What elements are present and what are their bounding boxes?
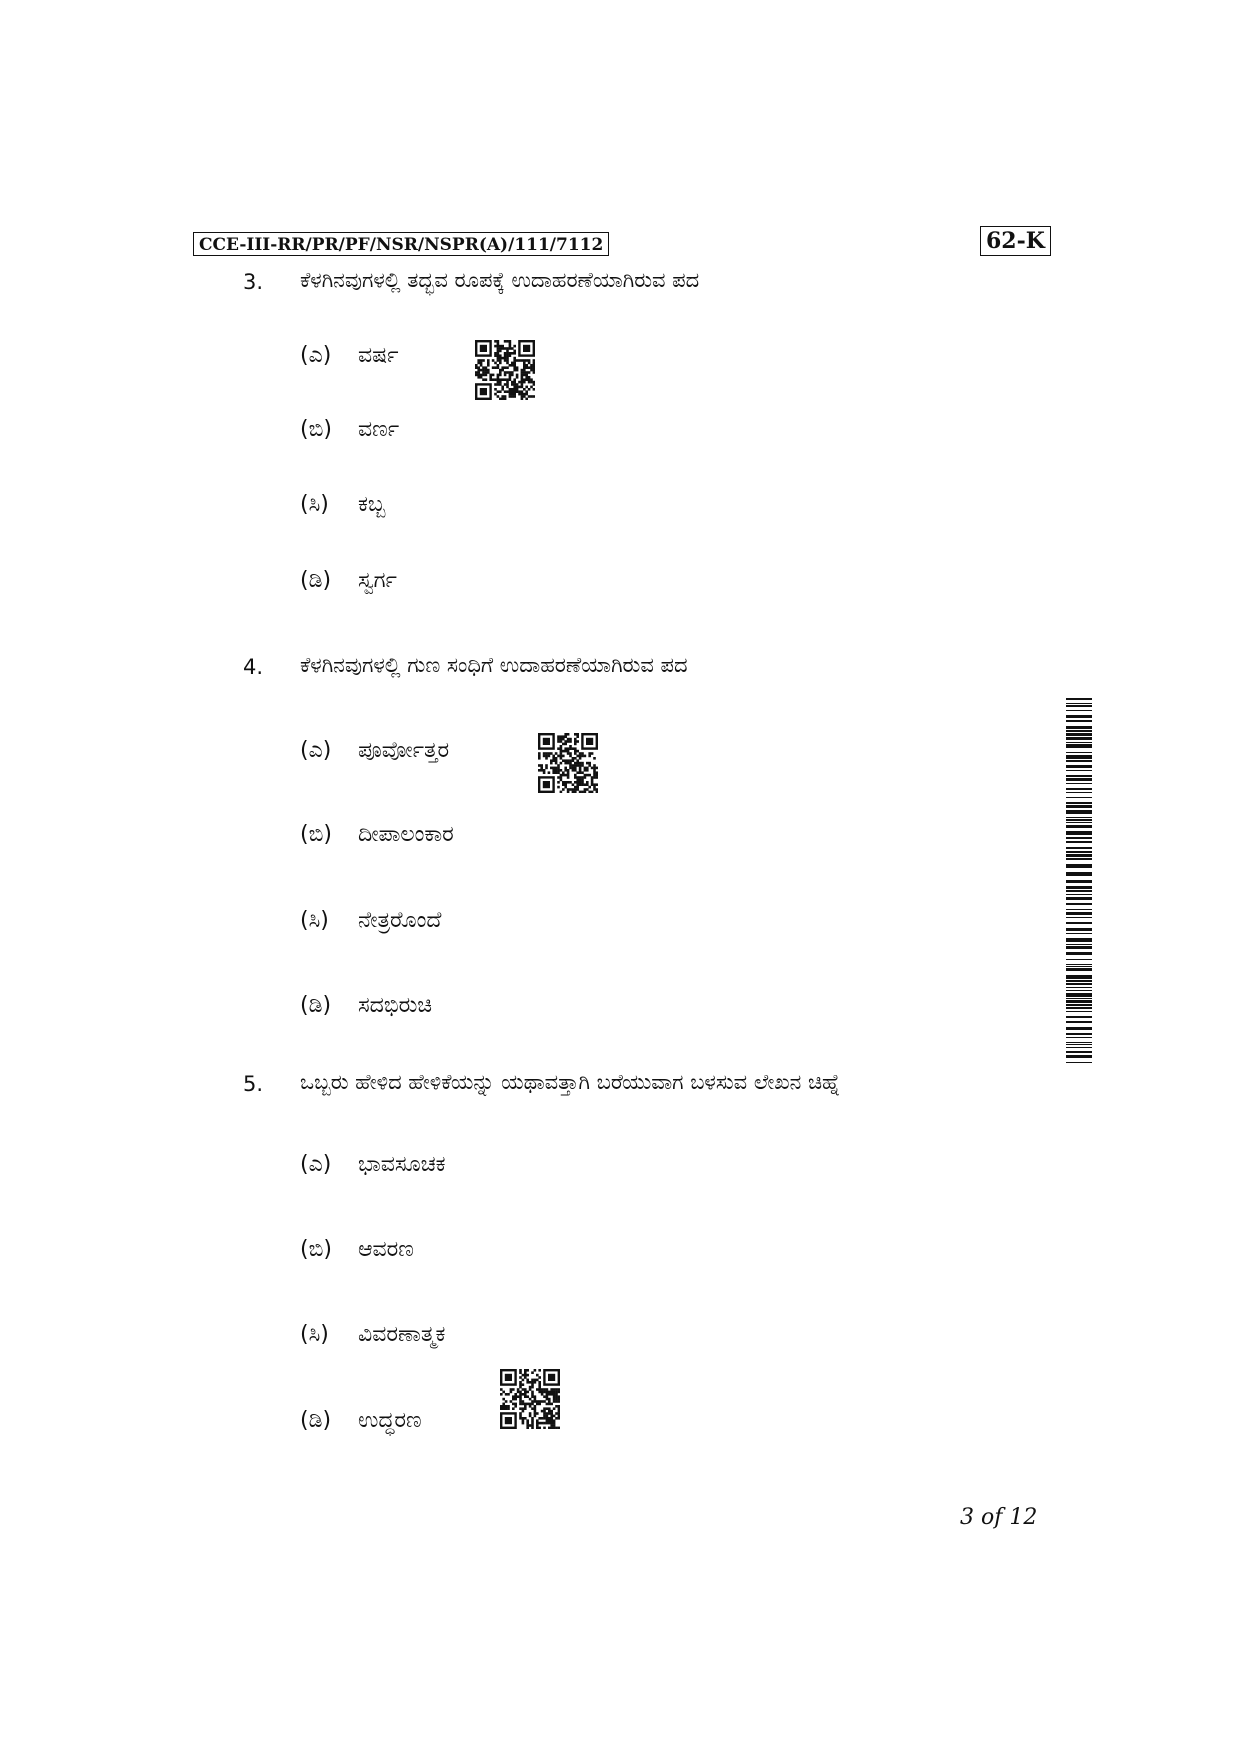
option-text: ಸದಭಿರುಚಿ: [358, 993, 433, 1018]
option-c: [300, 490, 385, 520]
option-text: ವಿವರಣಾತ್ಮಕ: [358, 1322, 446, 1347]
option-label: (ಬಿ): [300, 417, 332, 442]
qr-code-icon: [500, 1369, 560, 1429]
question-text: ಕೆಳಗಿನವುಗಳಲ್ಲಿ ತದ್ಭವ ರೂಪಕ್ಕೆ ಉದಾಹರಣೆಯಾಗಿರುವ ಪದ: [300, 268, 700, 292]
option-text: ನೇತ್ರರೊಂದೆ: [358, 908, 442, 933]
barcode-icon: [1066, 698, 1092, 1063]
option-text: ವರ್ಷ: [358, 343, 399, 368]
option-a: [300, 341, 398, 371]
option-text: ಆವರಣ: [358, 1237, 414, 1262]
option-text: ಭಾವಸೂಚಕ: [358, 1152, 446, 1177]
option-a: [300, 736, 449, 766]
option-b: [300, 415, 399, 445]
question-text: ಒಬ್ಬರು ಹೇಳಿದ ಹೇಳಿಕೆಯನ್ನು ಯಥಾವತ್ತಾಗಿ ಬರೆಯುವಾಗ ಬಳಸುವ ಲೇಖನ ಚಿಹ್ನೆ: [300, 1070, 841, 1094]
option-text: ವರ್ಣ: [358, 417, 400, 442]
option-d: [300, 1406, 422, 1436]
option-text: ದೀಪಾಲಂಕಾರ: [358, 822, 454, 847]
option-text: ಉದ್ಧರಣ: [358, 1408, 422, 1433]
option-label: (ಎ): [300, 738, 332, 763]
option-a: [300, 1150, 446, 1180]
question-text: ಕೆಳಗಿನವುಗಳಲ್ಲಿ ಗುಣ ಸಂಧಿಗೆ ಉದಾಹರಣೆಯಾಗಿರುವ ಪದ: [300, 653, 688, 677]
option-label: (ಡಿ): [300, 1408, 332, 1433]
option-text: ಸ್ವರ್ಗ: [358, 568, 397, 593]
option-label: (ಎ): [300, 343, 332, 368]
option-label: (ಡಿ): [300, 993, 332, 1018]
option-label: (ಸಿ): [300, 1322, 329, 1347]
option-c: [300, 1320, 445, 1350]
qr-code-icon: [475, 340, 535, 400]
option-b: [300, 1235, 414, 1265]
option-label: (ಬಿ): [300, 1237, 332, 1262]
option-b: [300, 820, 454, 850]
question-number: 5.: [243, 1072, 264, 1096]
option-label: (ಬಿ): [300, 822, 332, 847]
option-d: [300, 566, 397, 596]
question-number: 4.: [243, 655, 264, 679]
option-label: (ಸಿ): [300, 908, 329, 933]
option-label: (ಡಿ): [300, 568, 332, 593]
option-text: ಪೂರ್ವೋತ್ತರ: [358, 738, 450, 763]
page-number: 3 of 12: [960, 1505, 1038, 1530]
paper-code: 62-K: [980, 226, 1051, 256]
option-label: (ಎ): [300, 1152, 332, 1177]
exam-code: CCE-III-RR/PR/PF/NSR/NSPR(A)/111/7112: [193, 232, 609, 256]
option-text: ಕಬ್ಬ: [358, 492, 386, 517]
option-c: [300, 906, 441, 936]
question-number: 3.: [243, 270, 264, 294]
qr-code-icon: [538, 733, 598, 793]
option-d: [300, 991, 432, 1021]
option-label: (ಸಿ): [300, 492, 329, 517]
